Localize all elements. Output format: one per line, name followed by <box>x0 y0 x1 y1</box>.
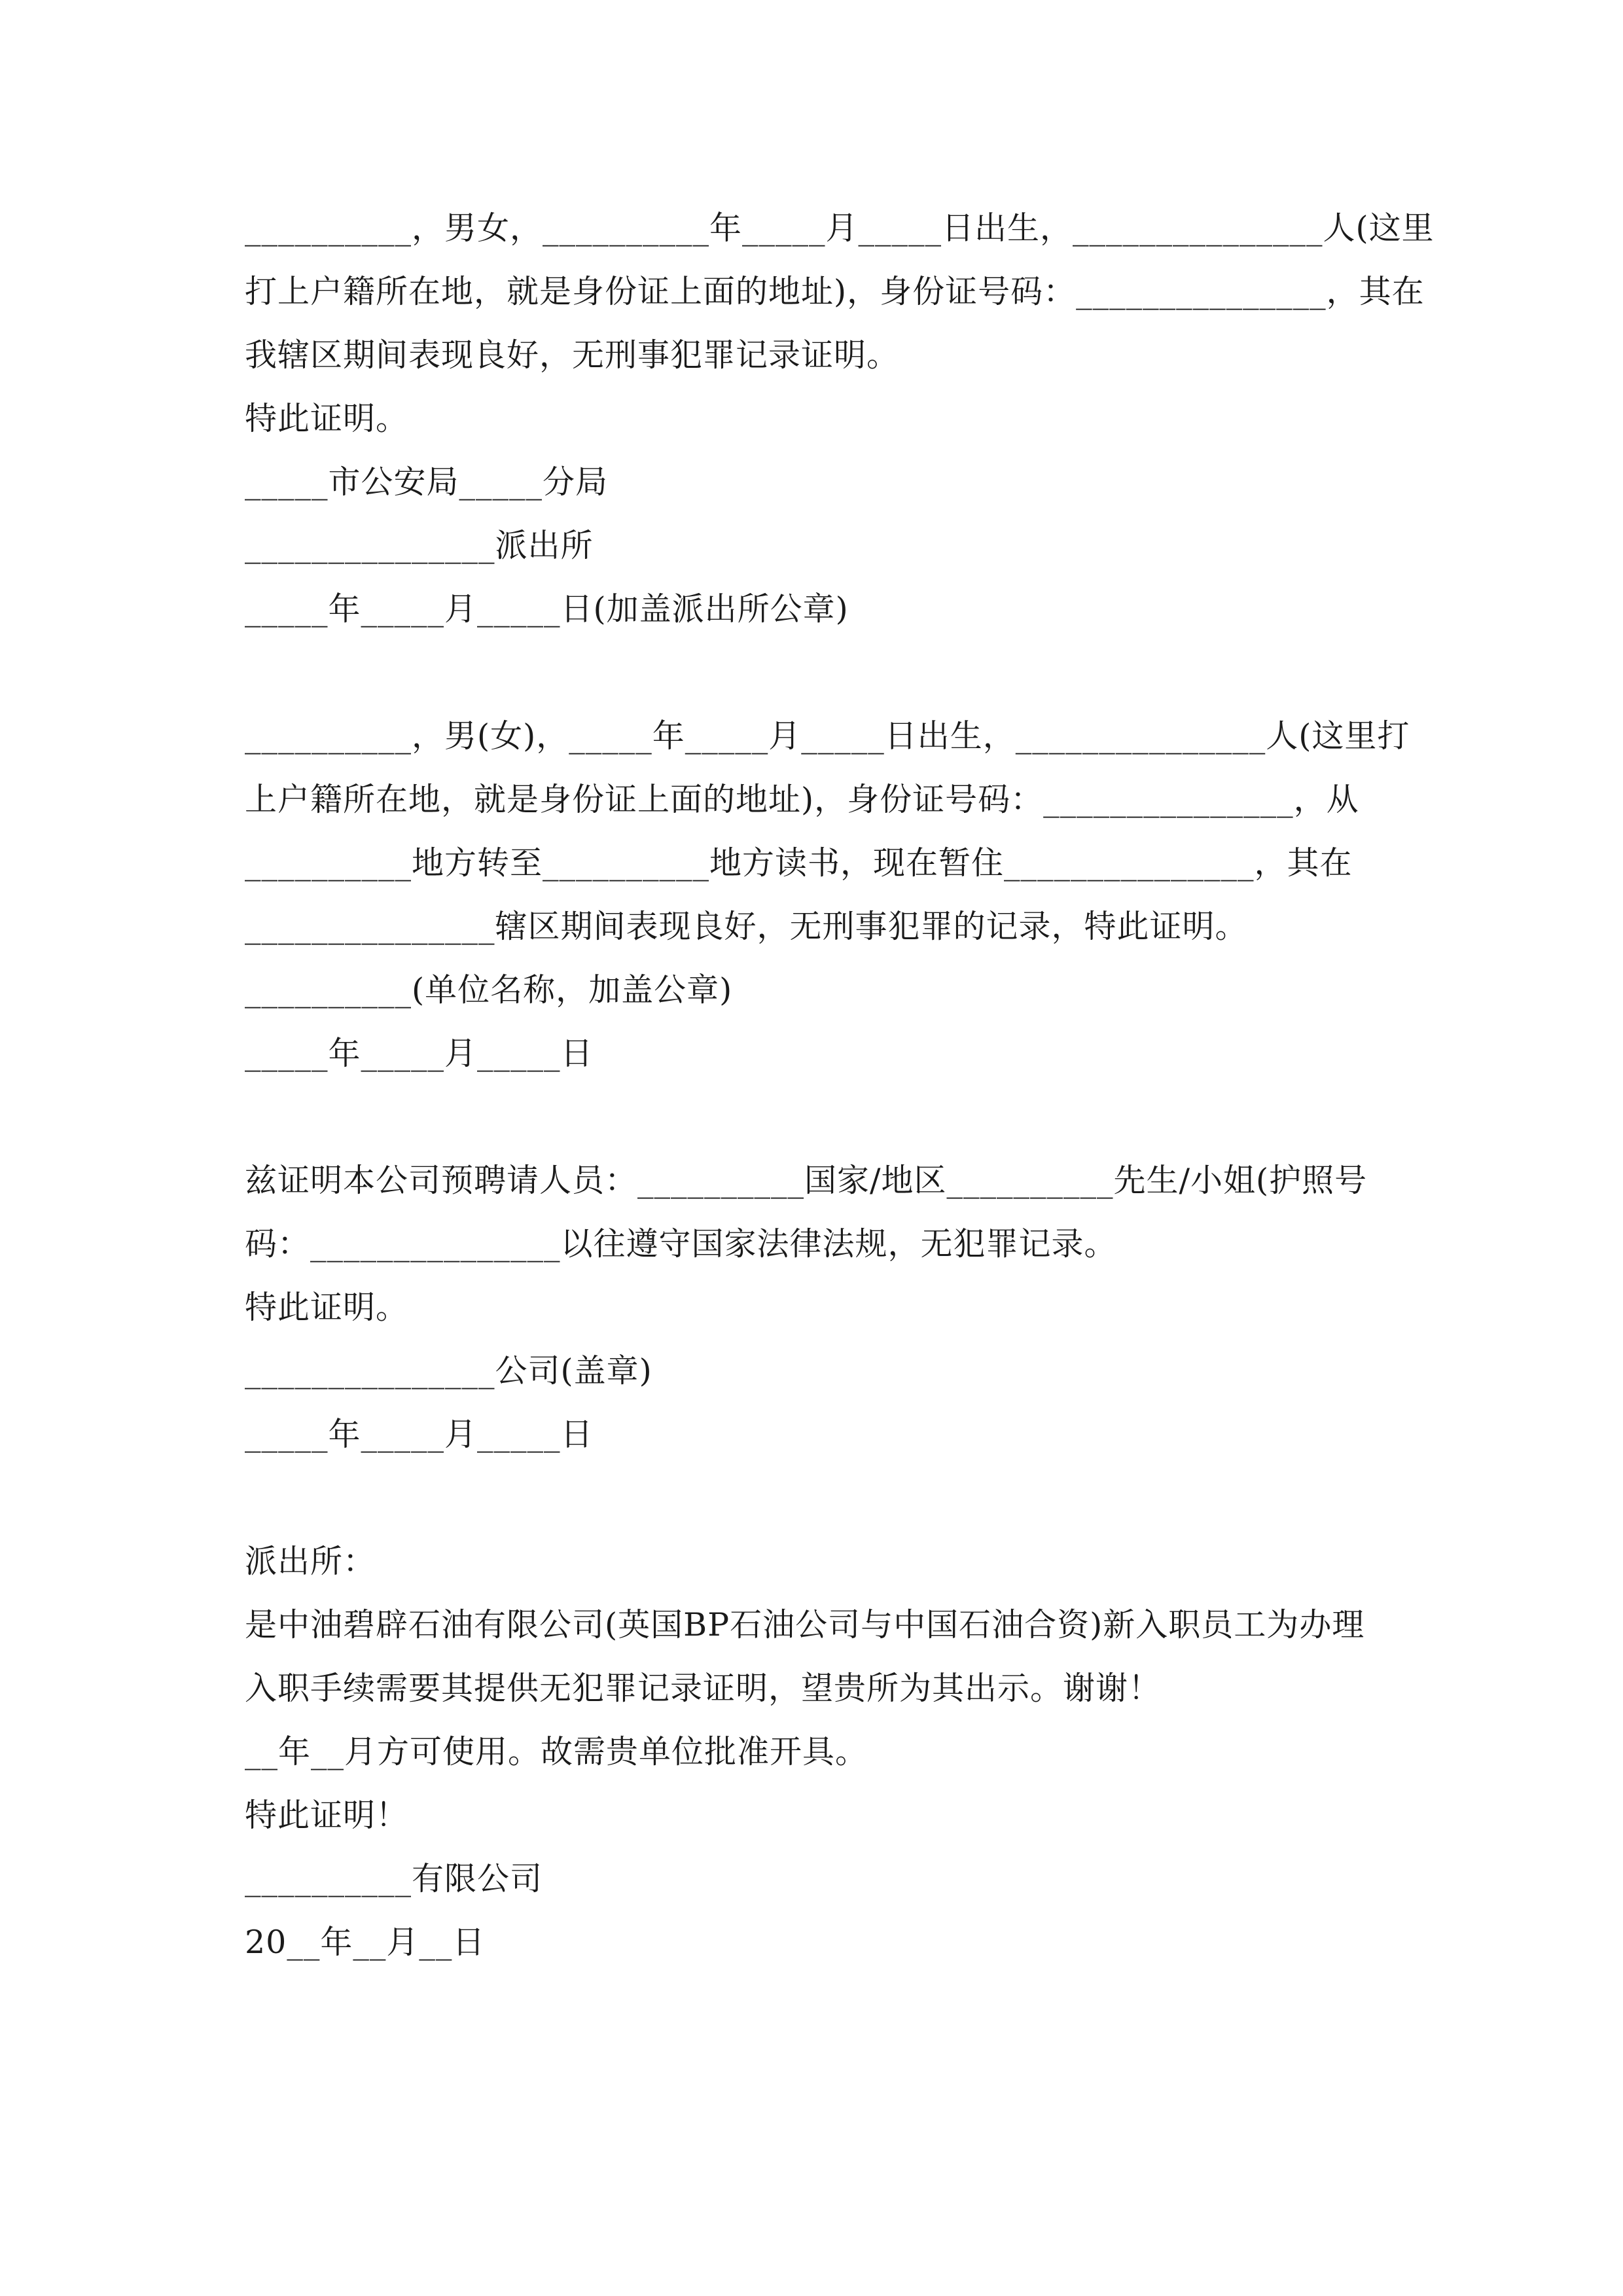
paragraph-line: 打上户籍所在地，就是身份证上面的地址)，身份证号码：_______________，其在 <box>245 273 1425 310</box>
paragraph-line: 是中油碧辟石油有限公司(英国BP石油公司与中国石油合资)新入职员工为办理 <box>245 1606 1365 1643</box>
date-line: _____年_____月_____日(加盖派出所公章) <box>245 590 849 628</box>
closing-line: 特此证明。 <box>245 400 409 437</box>
document-content <box>245 196 1435 1974</box>
paragraph-line: _______________辖区期间表现良好，无刑事犯罪的记录，特此证明。 <box>245 908 1248 945</box>
paragraph-line: 兹证明本公司预聘请人员：__________国家/地区__________先生/小姐(护照号 <box>245 1162 1368 1199</box>
certificate-section-4 <box>245 1530 1383 1974</box>
salutation-line: 派出所： <box>245 1543 376 1580</box>
issuer-line: __________有限公司 <box>245 1860 543 1897</box>
paragraph-line: __________，男(女)，_____年_____月_____日出生，_______________人(这里打 <box>245 717 1410 755</box>
certificate-section-1 <box>245 196 1435 641</box>
certificate-section-3 <box>245 1149 1383 1466</box>
issuer-line: _______________公司(盖章) <box>245 1352 652 1390</box>
date-line: _____年_____月_____日 <box>245 1416 594 1453</box>
certificate-section-2 <box>245 704 1410 1085</box>
section-spacer <box>245 1466 1383 1530</box>
issuer-line: __________(单位名称，加盖公章) <box>245 971 733 1009</box>
section-spacer <box>245 1085 1383 1149</box>
paragraph-line: 入职手续需要其提供无犯罪记录证明，望贵所为其出示。谢谢！ <box>245 1670 1162 1707</box>
date-line: 20__年__月__日 <box>245 1924 486 1961</box>
paragraph-line: __________地方转至__________地方读书，现在暂住_______________，其在 <box>245 844 1353 882</box>
date-line: _____年_____月_____日 <box>245 1035 594 1072</box>
paragraph-line: 我辖区期间表现良好，无刑事犯罪记录证明。 <box>245 336 900 374</box>
closing-line: 特此证明。 <box>245 1289 409 1326</box>
paragraph-line: 上户籍所在地，就是身份证上面的地址)，身份证号码：_______________，从 <box>245 781 1359 818</box>
issuer-line: _____市公安局_____分局 <box>245 463 609 501</box>
closing-line: 特此证明！ <box>245 1797 409 1834</box>
paragraph-line: __年__月方可使用。故需贵单位批准开具。 <box>245 1733 868 1770</box>
paragraph-line: 码：_______________以往遵守国家法律法规，无犯罪记录。 <box>245 1225 1117 1263</box>
section-spacer <box>245 641 1383 704</box>
paragraph-line: __________，男女，__________年_____月_____日出生，_______________人(这里 <box>245 209 1435 247</box>
issuer-line: _______________派出所 <box>245 527 594 564</box>
